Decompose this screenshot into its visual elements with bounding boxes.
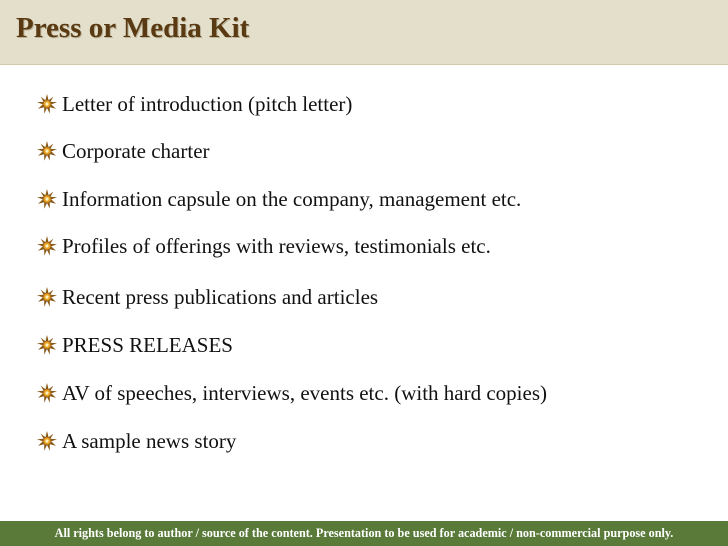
- starburst-bullet-icon: [36, 140, 58, 162]
- bullet-text: Corporate charter: [62, 138, 210, 163]
- bullet-item: [36, 88, 352, 120]
- bullet-text: A sample news story: [62, 428, 237, 453]
- bullet-text: Letter of introduction (pitch letter): [62, 91, 353, 116]
- title-bar: [0, 0, 728, 65]
- bullet-text: Recent press publications and articles: [62, 284, 379, 309]
- starburst-bullet-icon: [36, 334, 58, 356]
- bullet-item: [36, 281, 378, 313]
- starburst-bullet-icon: [36, 93, 58, 115]
- bullet-item: [36, 135, 210, 167]
- bullet-item: [36, 377, 547, 409]
- bullet-text: PRESS RELEASES: [62, 332, 233, 357]
- bullet-item: [36, 425, 236, 457]
- bullet-item: [36, 329, 233, 361]
- footer-disclaimer: All rights belong to author / source of the content. Presentation to be used for academic / non-commercial purpose only.: [0, 521, 728, 546]
- bullet-text: Information capsule on the company, management etc.: [62, 186, 522, 211]
- starburst-bullet-icon: [36, 235, 58, 257]
- starburst-bullet-icon: [36, 188, 58, 210]
- bullet-text: AV of speeches, interviews, events etc. (with hard copies): [62, 380, 547, 405]
- bullet-item: [36, 230, 491, 262]
- bullet-text: Profiles of offerings with reviews, testimonials etc.: [62, 233, 491, 258]
- starburst-bullet-icon: [36, 430, 58, 452]
- starburst-bullet-icon: [36, 382, 58, 404]
- starburst-bullet-icon: [36, 286, 58, 308]
- bullet-item: [36, 183, 521, 215]
- slide-title: Press or Media Kit: [16, 12, 250, 44]
